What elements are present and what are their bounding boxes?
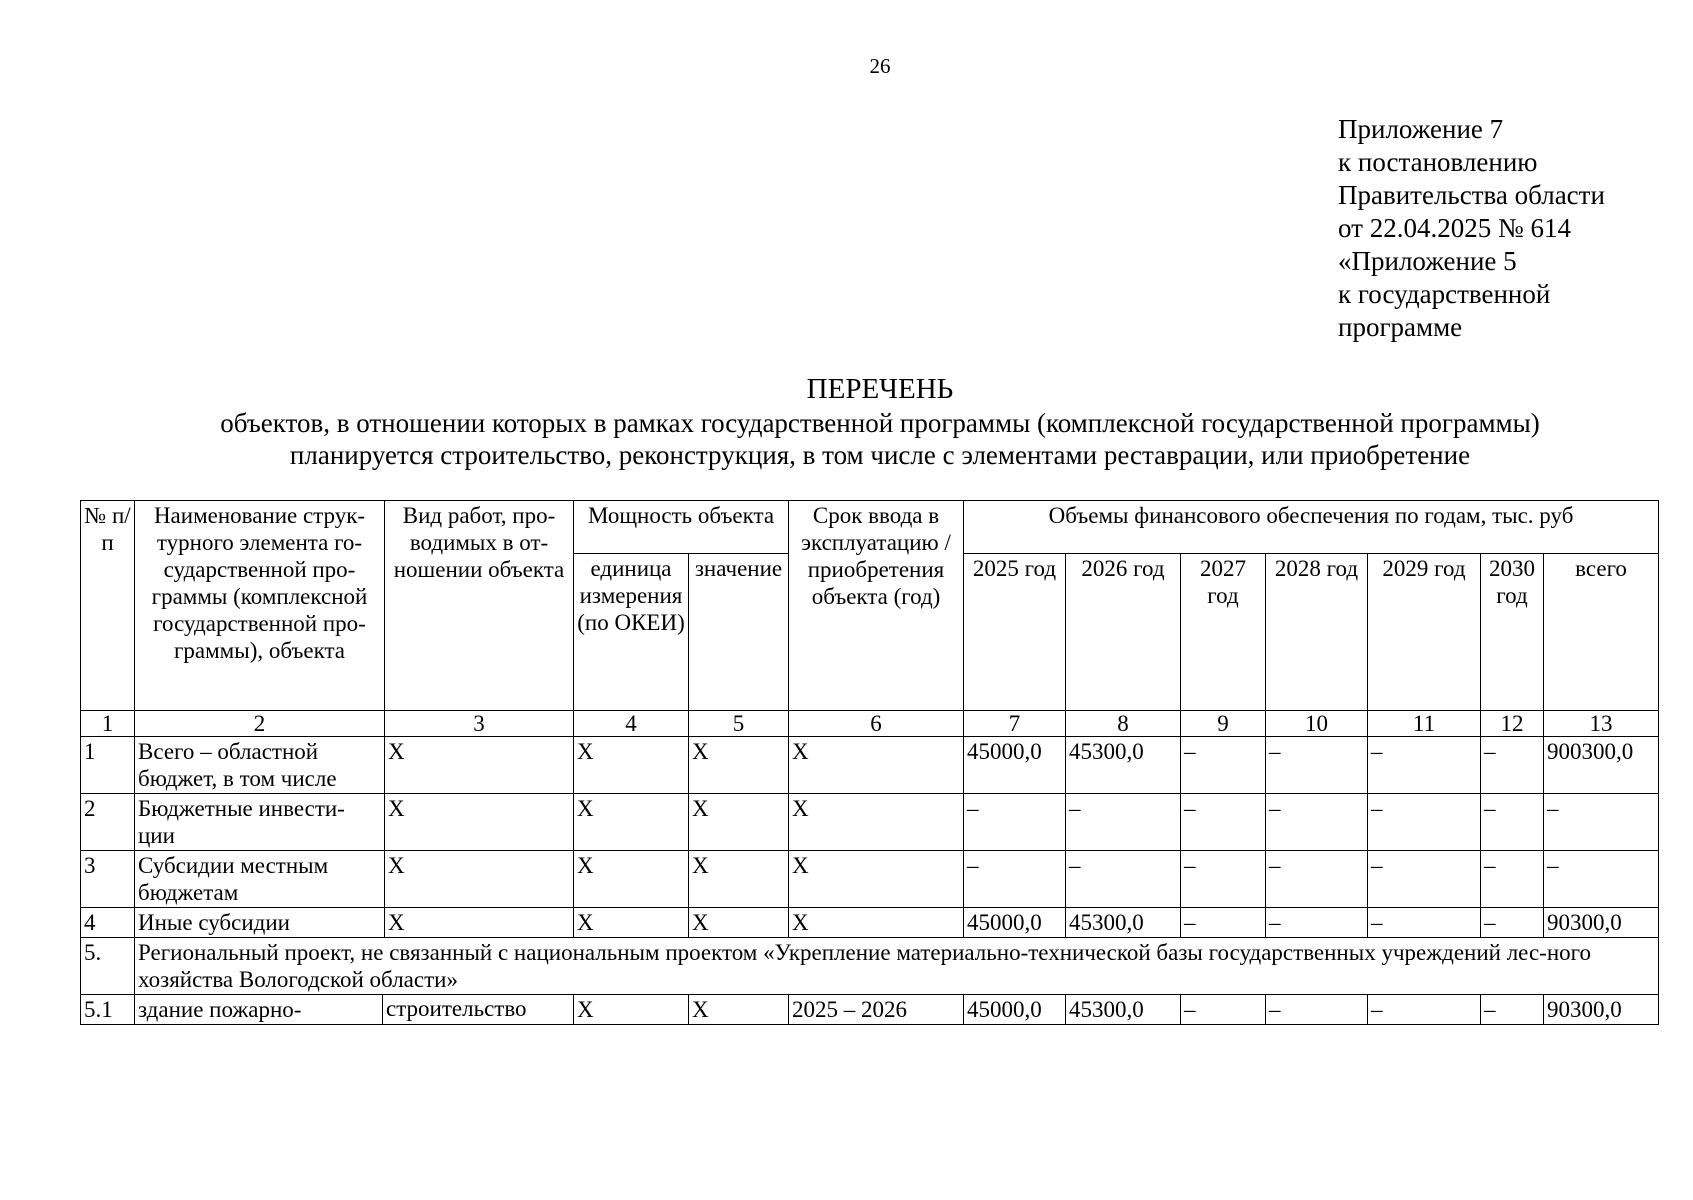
header-year-2030: 2030 год [1481, 554, 1544, 711]
cell-2027: – [1181, 851, 1266, 908]
appendix-line: «Приложение 5 [1338, 246, 1517, 276]
cell-total: 900300,0 [1544, 737, 1659, 794]
cell-unit: X [574, 794, 689, 851]
cell-2025: – [964, 851, 1066, 908]
cell-unit: X [574, 908, 689, 938]
cell-unit: X [574, 737, 689, 794]
header-value: значение [689, 554, 789, 711]
cell-2030: – [1481, 995, 1544, 1025]
cell-work: X [385, 794, 574, 851]
column-number: 3 [385, 711, 574, 737]
column-number: 12 [1481, 711, 1544, 737]
cell-deadline: 2025 – 2026 [789, 995, 964, 1025]
cell-num: 3 [81, 851, 135, 908]
header-num: № п/п [81, 501, 135, 711]
column-number: 4 [574, 711, 689, 737]
title-heading: ПЕРЕЧЕНЬ [806, 373, 954, 405]
cell-work: строительство [382, 995, 573, 1025]
cell-unit: X [574, 995, 689, 1025]
header-total: всего [1544, 554, 1659, 711]
cell-name-work [135, 995, 574, 1025]
cell-2027: – [1181, 737, 1266, 794]
column-number: 10 [1266, 711, 1368, 737]
cell-2028: – [1266, 737, 1368, 794]
cell-2028: – [1266, 851, 1368, 908]
cell-2026: – [1066, 851, 1181, 908]
cell-2026: 45300,0 [1066, 737, 1181, 794]
cell-unit: X [574, 851, 689, 908]
cell-2029: – [1368, 851, 1481, 908]
header-work-type: Вид работ, про-водимых в от-ношении объекта [385, 501, 574, 711]
cell-num: 2 [81, 794, 135, 851]
cell-2025: – [964, 794, 1066, 851]
cell-total: 90300,0 [1544, 908, 1659, 938]
cell-name: Иные субсидии [135, 908, 385, 938]
cell-2029: – [1368, 995, 1481, 1025]
cell-num: 5. [81, 938, 135, 995]
section-title: Региональный проект, не связанный с национальным проектом «Укрепление материально-технической базы государственных учреждений лес-ного хозяйства Вологодской области» [135, 938, 1659, 995]
objects-table [80, 500, 1659, 1025]
column-number: 9 [1181, 711, 1266, 737]
cell-value: X [689, 851, 789, 908]
cell-name: Бюджетные инвести-ции [135, 794, 385, 851]
cell-deadline: X [789, 851, 964, 908]
cell-work: X [385, 851, 574, 908]
column-number: 11 [1368, 711, 1481, 737]
page-number: 26 [869, 54, 891, 78]
appendix-line: к государственной [1338, 279, 1551, 309]
column-number: 5 [689, 711, 789, 737]
cell-num: 1 [81, 737, 135, 794]
cell-name: здание пожарно- [138, 997, 302, 1022]
header-finance: Объемы финансового обеспечения по годам, тыс. руб [964, 501, 1659, 554]
cell-2026: 45300,0 [1066, 908, 1181, 938]
cell-2027: – [1181, 794, 1266, 851]
cell-2028: – [1266, 995, 1368, 1025]
title-line-2: планируется строительство, реконструкция, в том числе с элементами реставрации, или приобретение [289, 440, 1471, 470]
column-number: 7 [964, 711, 1066, 737]
cell-work: X [385, 737, 574, 794]
header-capacity: Мощность объекта [574, 501, 789, 554]
cell-deadline: X [789, 794, 964, 851]
appendix-line: от 22.04.2025 № 614 [1338, 213, 1571, 243]
cell-num: 4 [81, 908, 135, 938]
column-number: 1 [81, 711, 135, 737]
cell-2027: – [1181, 995, 1266, 1025]
appendix-line: Приложение 7 [1338, 114, 1504, 144]
header-year-2028: 2028 год [1266, 554, 1368, 711]
cell-2029: – [1368, 794, 1481, 851]
column-number: 8 [1066, 711, 1181, 737]
cell-value: X [689, 737, 789, 794]
column-number: 2 [135, 711, 385, 737]
appendix-line: к постановлению [1338, 147, 1538, 177]
cell-2027: – [1181, 908, 1266, 938]
cell-2025: 45000,0 [964, 737, 1066, 794]
cell-value: X [689, 995, 789, 1025]
column-number: 13 [1544, 711, 1659, 737]
cell-2029: – [1368, 908, 1481, 938]
header-year-2027: 2027 год [1181, 554, 1266, 711]
table-row [81, 737, 1659, 794]
cell-2030: – [1481, 737, 1544, 794]
cell-value: X [689, 908, 789, 938]
cell-2026: – [1066, 794, 1181, 851]
appendix-block [1338, 113, 1605, 344]
cell-2028: – [1266, 908, 1368, 938]
table-row [81, 851, 1659, 908]
cell-2029: – [1368, 737, 1481, 794]
cell-deadline: X [789, 908, 964, 938]
cell-name: Субсидии местным бюджетам [135, 851, 385, 908]
cell-total: – [1544, 794, 1659, 851]
appendix-line: Правительства области [1338, 180, 1605, 210]
table-row [81, 908, 1659, 938]
column-number: 6 [789, 711, 964, 737]
header-year-2026: 2026 год [1066, 554, 1181, 711]
cell-2030: – [1481, 908, 1544, 938]
header-deadline: Срок ввода в эксплуатацию / приобретения объекта (год) [789, 501, 964, 711]
cell-num: 5.1 [81, 995, 135, 1025]
table-row [81, 995, 1659, 1025]
table-row [81, 794, 1659, 851]
header-year-2025: 2025 год [964, 554, 1066, 711]
cell-2025: 45000,0 [964, 995, 1066, 1025]
header-unit: единица измерения (по ОКЕИ) [574, 554, 689, 711]
cell-value: X [689, 794, 789, 851]
cell-2030: – [1481, 851, 1544, 908]
cell-total: – [1544, 851, 1659, 908]
title-line-1: объектов, в отношении которых в рамках государственной программы (комплексной государственной программы) [220, 408, 1540, 438]
cell-name: Всего – областной бюджет, в том числе [135, 737, 385, 794]
cell-2025: 45000,0 [964, 908, 1066, 938]
cell-2028: – [1266, 794, 1368, 851]
appendix-line: программе [1338, 312, 1463, 342]
document-title [0, 373, 1693, 471]
cell-deadline: X [789, 737, 964, 794]
cell-2026: 45300,0 [1066, 995, 1181, 1025]
section-row [81, 938, 1659, 995]
header-name: Наименование струк-турного элемента го-сударственной про-граммы (комплексной государственной про-граммы), объекта [135, 501, 385, 711]
cell-2030: – [1481, 794, 1544, 851]
cell-work: X [385, 908, 574, 938]
cell-total: 90300,0 [1544, 995, 1659, 1025]
header-year-2029: 2029 год [1368, 554, 1481, 711]
